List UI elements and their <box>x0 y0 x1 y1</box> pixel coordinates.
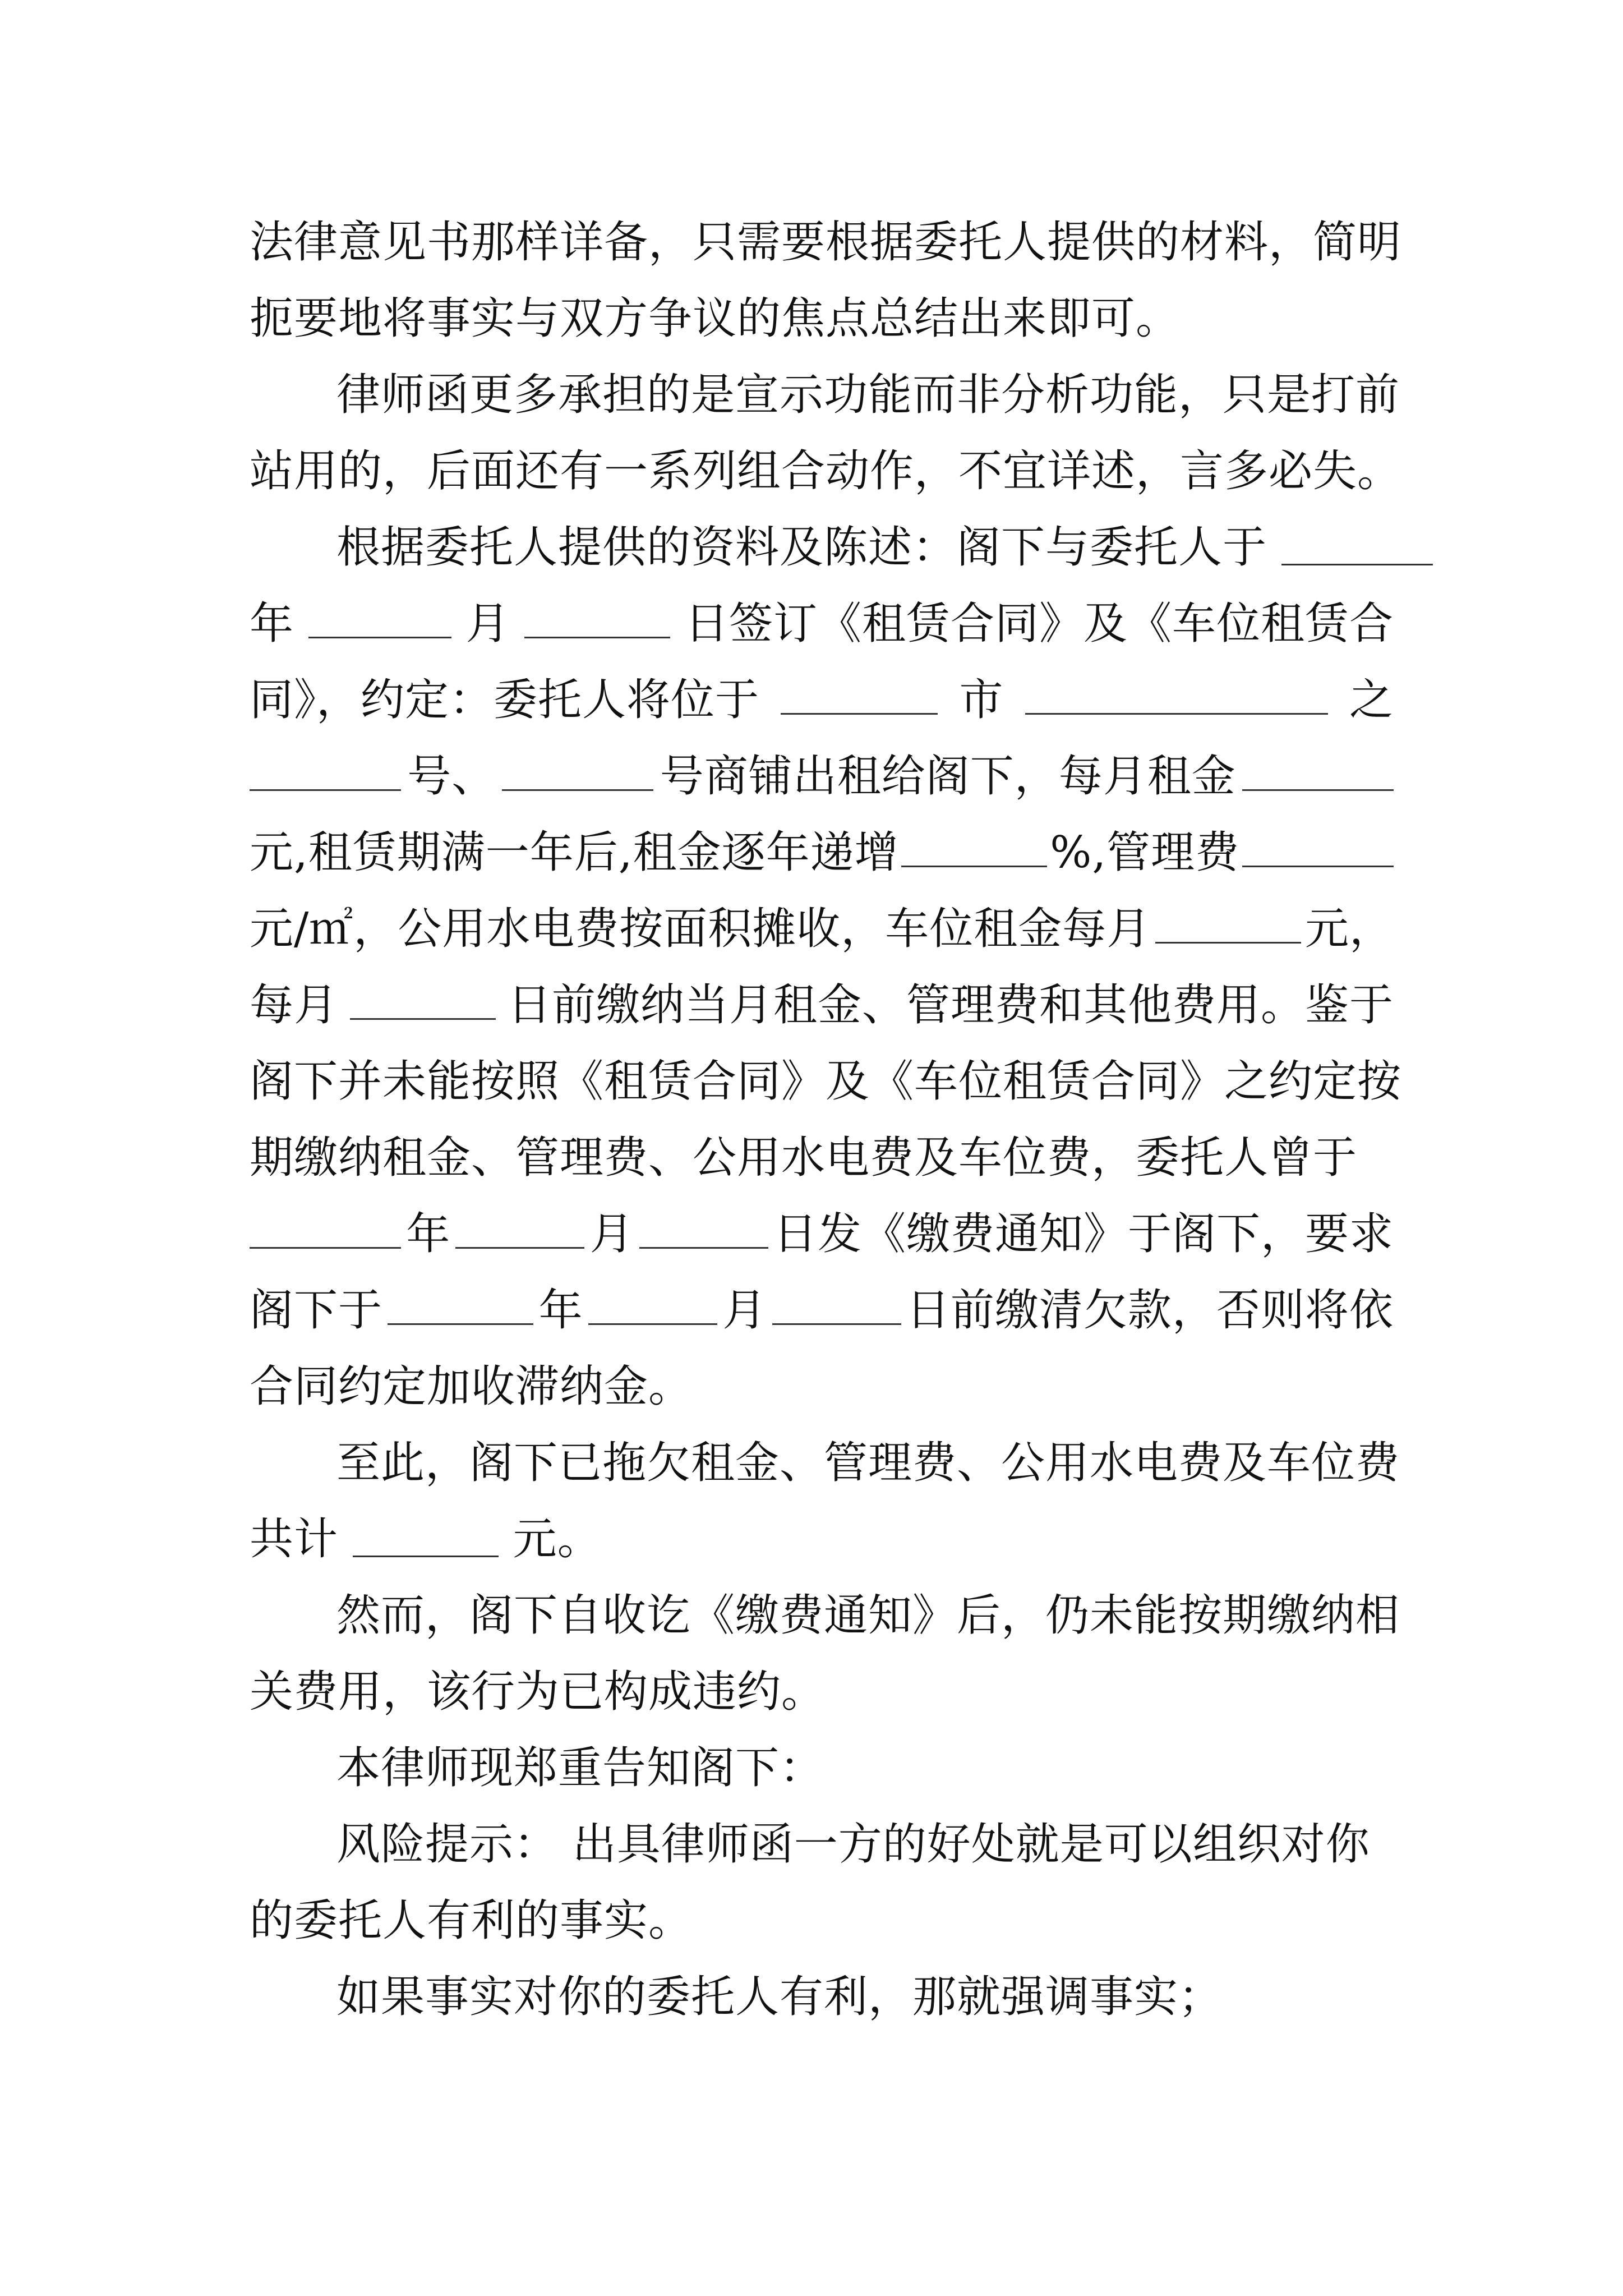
text-segment: 同》，约定：委托人将位于 <box>250 675 760 725</box>
text-segment: 根据委托人提供的资料及陈述：阁下与委托人于 <box>336 522 1267 573</box>
fill-blank <box>388 1323 533 1325</box>
fill-blank <box>250 789 401 791</box>
text-segment: 共计 <box>250 1514 339 1565</box>
doc-line-17 <box>336 1435 1400 1491</box>
doc-line-5 <box>336 519 1394 576</box>
doc-line-23 <box>250 1893 1394 1949</box>
text-segment: 月 <box>722 1285 767 1336</box>
fill-blank <box>1242 865 1394 867</box>
doc-line-12 <box>250 1053 1402 1110</box>
text-segment: 的委托人有利的事实。 <box>250 1895 693 1946</box>
doc-line-6 <box>250 596 1394 652</box>
doc-line-19 <box>336 1588 1400 1644</box>
doc-line-15 <box>250 1282 1394 1338</box>
text-segment: 之 <box>1349 675 1394 725</box>
fill-blank <box>901 865 1047 867</box>
text-segment: 如果事实对你的委托人有利，那就强调事实； <box>336 1972 1223 2022</box>
fill-blank <box>524 636 670 638</box>
text-segment: 日前缴清欠款，否则将依 <box>906 1285 1394 1336</box>
fill-blank <box>502 789 653 791</box>
text-segment: 月 <box>589 1209 634 1259</box>
text-segment: 每月 <box>250 980 339 1030</box>
doc-line-7 <box>250 672 1394 728</box>
doc-line-4 <box>250 443 1402 499</box>
text-segment: 阁下于 <box>250 1285 383 1336</box>
fill-blank <box>639 1246 768 1249</box>
fill-blank <box>1155 941 1301 944</box>
doc-line-21 <box>336 1740 1394 1796</box>
text-segment: 年 <box>250 599 294 649</box>
text-segment: 元/㎡，公用水电费按面积摊收，车位租金每月 <box>250 904 1151 954</box>
doc-line-16 <box>250 1359 1394 1415</box>
text-segment: 年 <box>406 1209 451 1259</box>
text-segment: 号、 <box>407 751 496 802</box>
fill-blank <box>772 1323 901 1325</box>
text-segment: 年 <box>538 1285 583 1336</box>
doc-line-10 <box>250 901 1394 957</box>
text-segment: %,管理费 <box>1050 827 1240 878</box>
text-segment: 元。 <box>513 1514 602 1565</box>
doc-line-13 <box>250 1130 1394 1186</box>
text-segment: 然而，阁下自收讫《缴费通知》后，仍未能按期缴纳相 <box>336 1590 1400 1641</box>
text-segment: 期缴纳租金、管理费、公用水电费及车位费，委托人曾于 <box>250 1133 1358 1183</box>
text-segment: 元,租赁期满一年后,租金逐年递增 <box>250 827 899 878</box>
text-segment: 风险提示： 出具律师函一方的好处就是可以组织对你 <box>336 1819 1370 1870</box>
text-segment: 合同约定加收滞纳金。 <box>250 1361 693 1412</box>
doc-line-22 <box>336 1816 1394 1872</box>
text-segment: 号商铺出租给阁下，每月租金 <box>660 751 1236 802</box>
fill-blank <box>1025 712 1328 715</box>
fill-blank <box>308 636 451 638</box>
text-segment: 本律师现郑重告知阁下： <box>336 1743 824 1793</box>
doc-line-8 <box>250 748 1394 804</box>
text-segment: 日签订《租赁合同》及《车位租赁合 <box>684 599 1394 649</box>
fill-blank <box>1281 563 1433 565</box>
text-segment: 阁下并未能按照《租赁合同》及《车位租赁合同》之约定按 <box>250 1056 1402 1107</box>
text-segment: 元， <box>1304 904 1394 954</box>
text-segment: 市 <box>959 675 1004 725</box>
fill-blank <box>1242 789 1394 791</box>
doc-line-11 <box>250 977 1394 1033</box>
fill-blank <box>353 1555 499 1557</box>
fill-blank <box>455 1246 584 1249</box>
text-segment: 律师函更多承担的是宣示功能而非分析功能，只是打前 <box>336 370 1400 420</box>
text-segment: 法律意见书那样详备，只需要根据委托人提供的材料，简明 <box>250 217 1402 268</box>
fill-blank <box>350 1018 496 1020</box>
doc-line-2 <box>250 291 1394 347</box>
text-segment: 月 <box>465 599 510 649</box>
fill-blank <box>250 1246 401 1249</box>
text-segment: 至此，阁下已拖欠租金、管理费、公用水电费及车位费 <box>336 1438 1400 1488</box>
fill-blank <box>781 712 938 715</box>
text-segment: 扼要地将事实与双方争议的焦点总结出来即可。 <box>250 293 1181 344</box>
text-segment: 关费用，该行为已构成违约。 <box>250 1667 826 1717</box>
text-segment: 日前缴纳当月租金、管理费和其他费用。鉴于 <box>507 980 1394 1030</box>
doc-line-1 <box>250 214 1402 270</box>
doc-line-18 <box>250 1511 1394 1567</box>
doc-line-20 <box>250 1664 1394 1720</box>
text-segment: 站用的，后面还有一系列组合动作，不宜详述，言多必失。 <box>250 446 1402 496</box>
fill-blank <box>588 1323 717 1325</box>
doc-line-14 <box>250 1206 1394 1262</box>
doc-line-9 <box>250 825 1394 881</box>
doc-line-3 <box>336 367 1400 423</box>
doc-line-24 <box>336 1969 1394 2025</box>
text-segment: 日发《缴费通知》于阁下，要求 <box>773 1209 1394 1259</box>
